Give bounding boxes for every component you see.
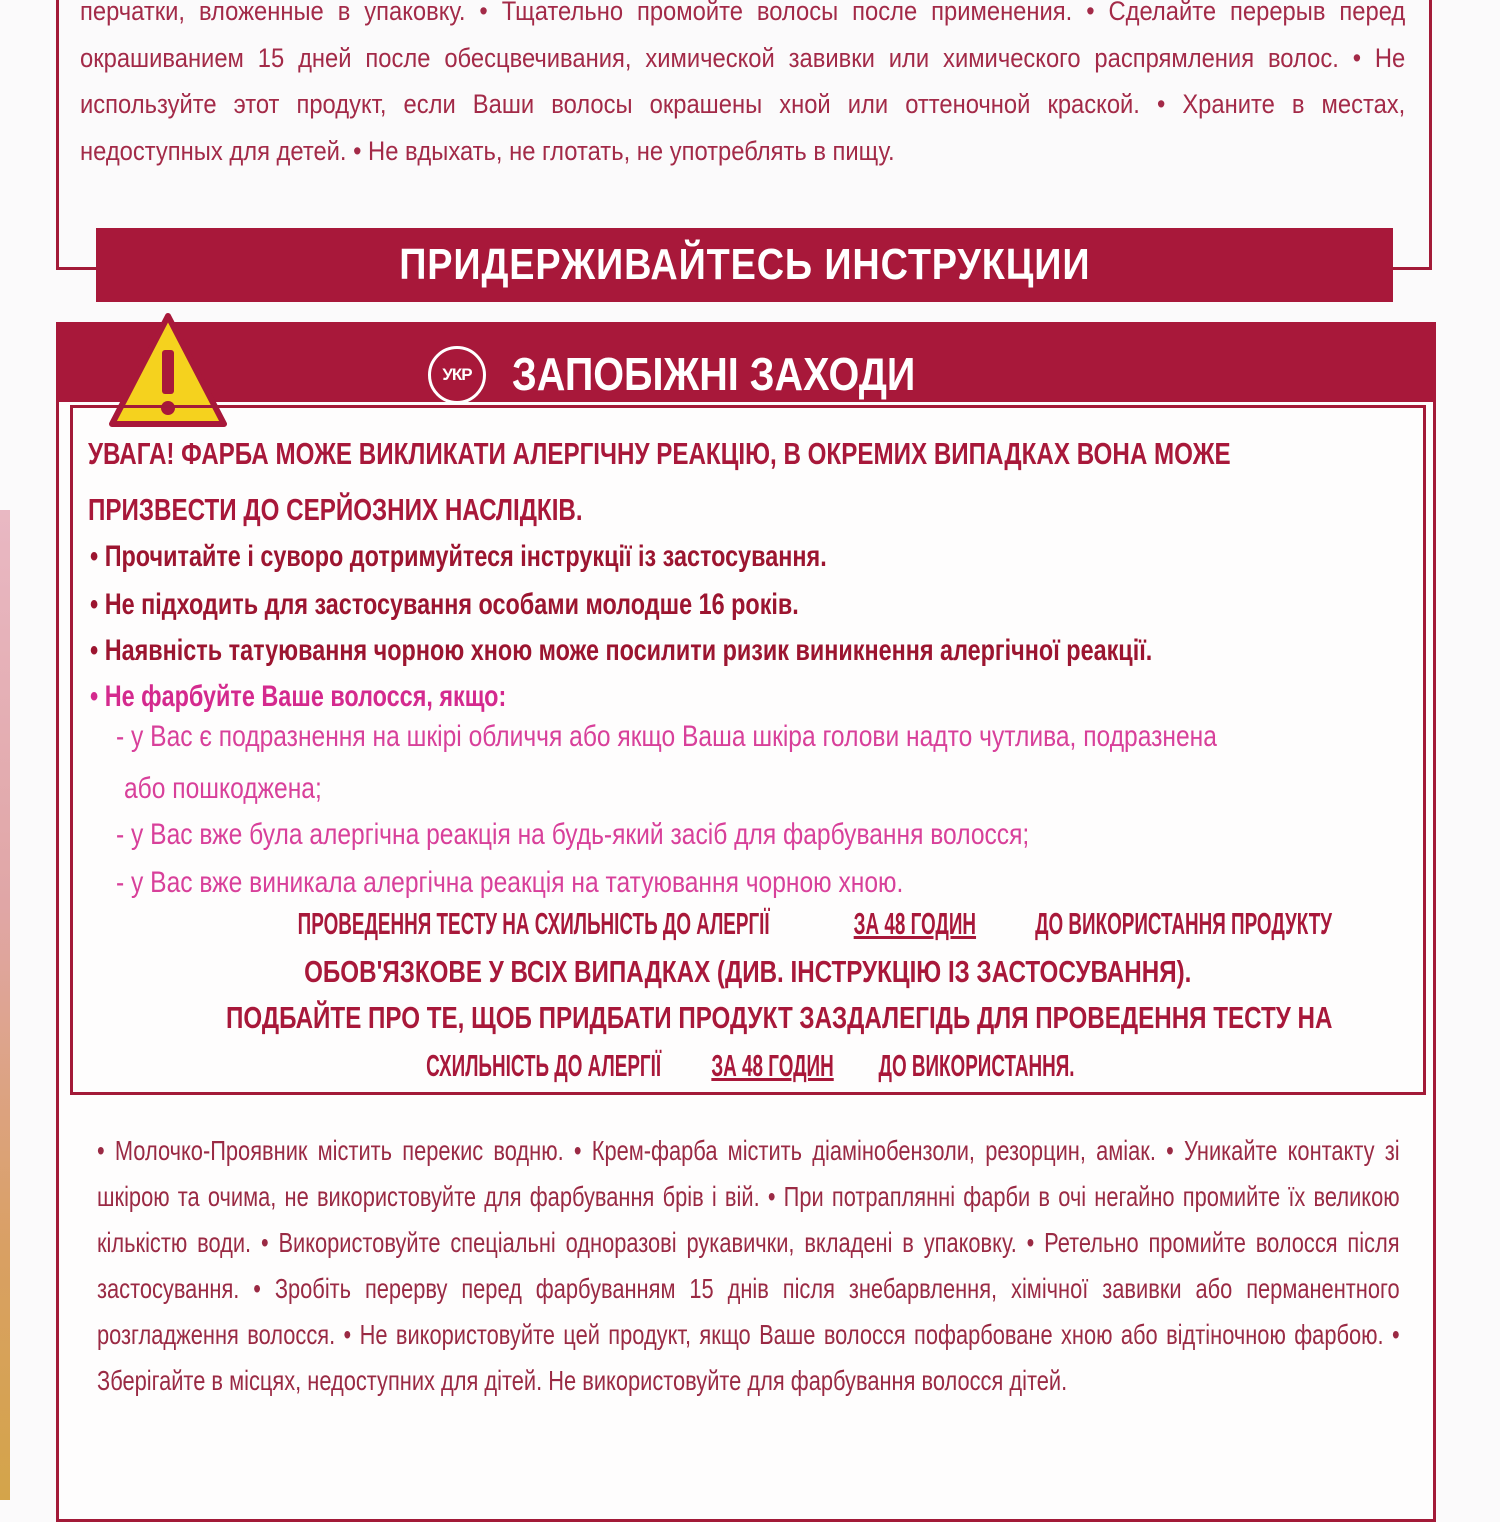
allergy-test-48h: ЗА 48 ГОДИН <box>853 906 976 941</box>
allergy-test-text-a: ПРОВЕДЕННЯ ТЕСТУ НА СХИЛЬНІСТЬ ДО АЛЕРГІЇ <box>297 906 770 941</box>
allergy-warning-line-1: УВАГА! ФАРБА МОЖЕ ВИКЛИКАТИ АЛЕРГІЧНУ РЕАКЦІЮ, В ОКРЕМИХ ВИПАДКАХ ВОНА МОЖЕ <box>88 436 1231 471</box>
bullet-age-restriction: • Не підходить для застосування особами молодше 16 років. <box>90 588 799 621</box>
ukr-usage-precautions-text: • Молочко-Проявник містить перекис водню. • Крем-фарба містить діамінобензоли, резорцин, аміак. • Уникайте контакту зі шкірою та очима, не використовуйте для фарбування брів і вій. • При потраплянні фарби в очі негайно промийте їх великою кількістю води. • Використовуйте спеціальні одноразові рукавички, вкладені в упаковку. • Ретельно промийте волосся після застосування. • Зробіть перерву перед фарбуванням 15 днів після знебарвлення, хімічної завивки або перманентного розгладження волосся. • Не використовуйте цей продукт, якщо Ваше волосся пофарбоване хною або відтіночною фарбою. • Зберігайте в місцях, недоступних для дітей. Не використовуйте для фарбування волосся дітей. <box>97 1135 1400 1396</box>
ukr-language-badge: УКР <box>428 346 486 404</box>
do-not-dye-item-2: - у Вас вже була алергічна реакція на будь-який засіб для фарбування волосся; <box>116 818 1030 851</box>
buy-ahead-line-2 <box>70 1048 1426 1084</box>
ru-warning-text: перчатки, вложенные в упаковку. • Тщательно промойте волосы после применения. • Сделайте перерыв перед окрашиванием 15 дней после обесцвечивания, химической завивки или химического распрямления волос. • Не используйте этот продукт, если Ваши волосы окрашены хной или оттеночной краской. • Храните в местах, недоступных для детей. • Не вдыхать, не глотать, не употреблять в пищу. <box>80 0 1406 166</box>
buy-ahead-text: ПОДБАЙТЕ ПРО ТЕ, ЩОБ ПРИДБАТИ ПРОДУКТ ЗАЗДАЛЕГІДЬ ДЛЯ ПРОВЕДЕННЯ ТЕСТУ НА <box>226 1000 1333 1035</box>
bullet-henna-tattoo: • Наявність татуювання чорною хною може посилити ризик виникнення алергічної реакції. <box>90 634 1153 667</box>
do-not-dye-item-3: - у Вас вже виникала алергічна реакція на татуювання чорною хною. <box>116 866 904 899</box>
do-not-dye-item-1: - у Вас є подразнення на шкірі обличчя або якщо Ваша шкіра голови надто чутлива, подразнена <box>116 720 1217 753</box>
do-not-dye-item-1-cont: або пошкоджена; <box>124 772 322 805</box>
allergy-test-mandatory: ОБОВ'ЯЗКОВЕ У ВСІХ ВИПАДКАХ (ДИВ. ІНСТРУКЦІЮ ІЗ ЗАСТОСУВАННЯ). <box>304 954 1192 989</box>
allergy-test-line-1 <box>70 906 1426 942</box>
allergy-test-text-b: ДО ВИКОРИСТАННЯ ПРОДУКТУ <box>1034 906 1332 941</box>
package-left-edge <box>0 510 10 1500</box>
buy-ahead-text-b: ДО ВИКОРИСТАННЯ. <box>879 1048 1075 1083</box>
allergy-warning-line-2: ПРИЗВЕСТИ ДО СЕРЙОЗНИХ НАСЛІДКІВ. <box>88 492 583 527</box>
ru-follow-instructions-banner <box>96 228 1393 302</box>
allergy-test-line-2 <box>70 954 1426 990</box>
bullet-read-instructions: • Прочитайте і суворо дотримуйтеся інструкції із застосування. <box>90 540 827 573</box>
buy-ahead-48h: ЗА 48 ГОДИН <box>711 1048 835 1083</box>
buy-ahead-text-a: СХИЛЬНІСТЬ ДО АЛЕРГІЇ <box>426 1048 662 1083</box>
buy-ahead-line-1 <box>70 1000 1426 1036</box>
do-not-dye-heading: • Не фарбуйте Ваше волосся, якщо: <box>90 680 507 713</box>
ru-banner-text: ПРИДЕРЖИВАЙТЕСЬ ИНСТРУКЦИИ <box>398 240 1091 289</box>
ukr-section-title: ЗАПОБІЖНІ ЗАХОДИ <box>512 348 916 400</box>
